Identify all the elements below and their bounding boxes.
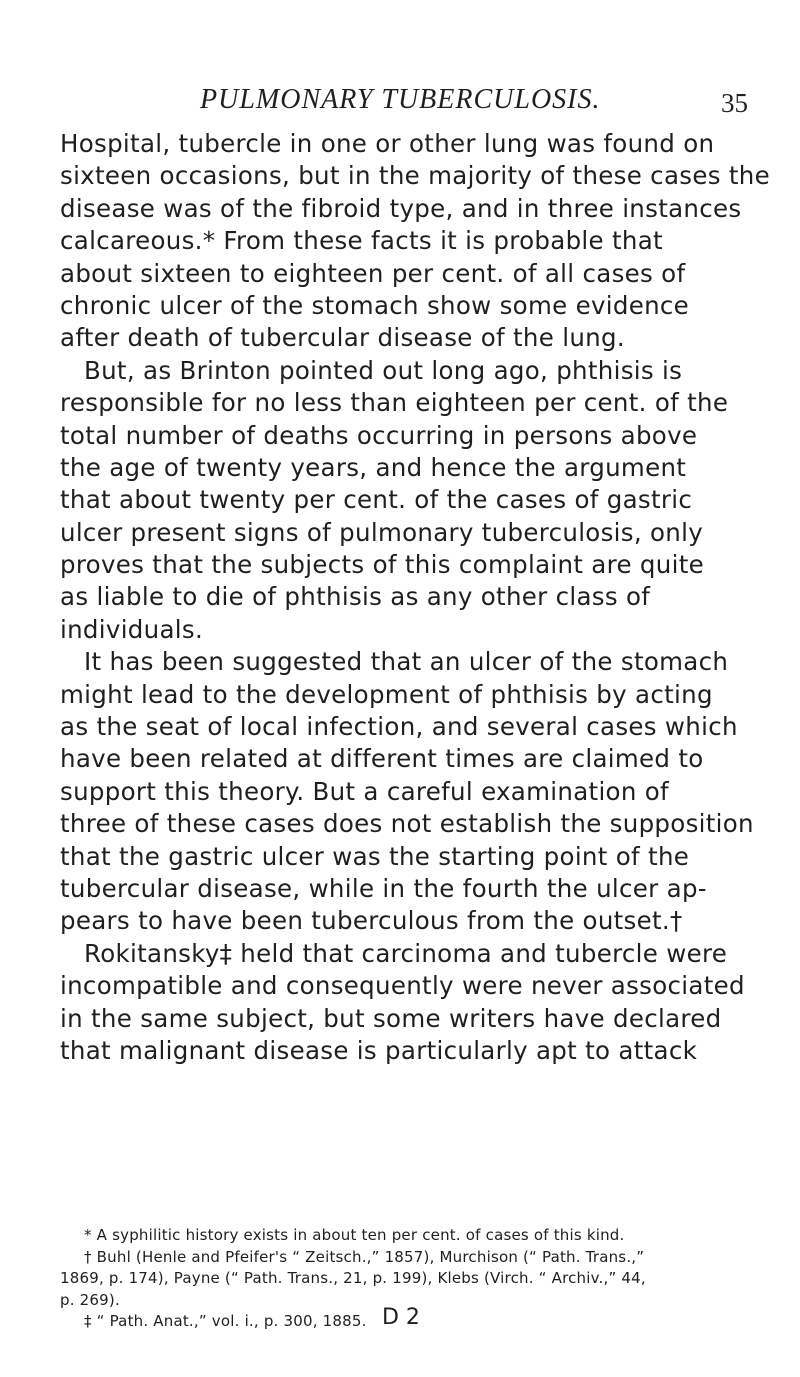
text-line: that about twenty per cent. of the cases of gastric	[60, 485, 693, 515]
footnote-line: * A syphilitic history exists in about ten per cent. of cases of this kind.	[84, 1226, 625, 1244]
text-line: as liable to die of phthisis as any other class of	[60, 582, 651, 612]
running-head: PULMONARY TUBERCULOSIS.	[200, 84, 601, 115]
paragraph-start-line: Rokitansky‡ held that carcinoma and tubercle were	[84, 938, 728, 968]
text-line: after death of tubercular disease of the lung.	[60, 323, 625, 353]
text-line: Hospital, tubercle in one or other lung was found on	[60, 129, 715, 158]
signature-mark: D 2	[382, 1305, 420, 1330]
text-line: about sixteen to eighteen per cent. of all cases of	[60, 258, 686, 288]
text-line: disease was of the fibroid type, and in three instances	[60, 193, 742, 223]
paragraph-start-line: But, as Brinton pointed out long ago, phthisis is	[84, 355, 683, 385]
text-line: that the gastric ulcer was the starting point of the	[60, 841, 690, 871]
footnote-line: p. 269).	[60, 1290, 120, 1309]
text-line: have been related at different times are claimed to	[60, 744, 704, 774]
text-line: pears to have been tuberculous from the outset.†	[60, 906, 683, 936]
text-line: sixteen occasions, but in the majority of these cases the	[60, 161, 770, 191]
text-line: responsible for no less than eighteen per cent. of the	[60, 388, 729, 418]
text-line: tubercular disease, while in the fourth the ulcer ap-	[60, 873, 707, 903]
text-line: chronic ulcer of the stomach show some evidence	[60, 290, 690, 320]
body-text	[60, 128, 770, 1067]
text-line: total number of deaths occurring in persons above	[60, 420, 698, 450]
text-line: in the same subject, but some writers have declared	[60, 1003, 722, 1033]
paragraph-start-line: It has been suggested that an ulcer of the stomach	[84, 647, 729, 677]
text-line: calcareous.* From these facts it is probable that	[60, 226, 663, 256]
footnote-line: ‡ “ Path. Anat.,” vol. i., p. 300, 1885.	[84, 1312, 367, 1330]
page-header	[60, 84, 750, 124]
text-line: as the seat of local infection, and several cases which	[60, 712, 738, 742]
text-line: incompatible and consequently were never associated	[60, 971, 745, 1001]
text-line: might lead to the development of phthisis by acting	[60, 679, 713, 709]
text-line: ulcer present signs of pulmonary tuberculosis, only	[60, 517, 704, 547]
text-line: that malignant disease is particularly apt to attack	[60, 1035, 698, 1065]
text-line: individuals.	[60, 614, 204, 644]
text-line: three of these cases does not establish the supposition	[60, 809, 754, 839]
text-line: proves that the subjects of this complaint are quite	[60, 550, 704, 580]
text-line: the age of twenty years, and hence the argument	[60, 452, 687, 482]
text-line: support this theory. But a careful examination of	[60, 776, 669, 806]
page-number: 35	[721, 88, 748, 118]
footnote-line: 1869, p. 174), Payne (“ Path. Trans., 21, p. 199), Klebs (Virch. “ Archiv.,” 44,	[60, 1269, 646, 1287]
footnote-line: † Buhl (Henle and Pfeifer's “ Zeitsch.,” 1857), Murchison (“ Path. Trans.,”	[84, 1247, 645, 1266]
